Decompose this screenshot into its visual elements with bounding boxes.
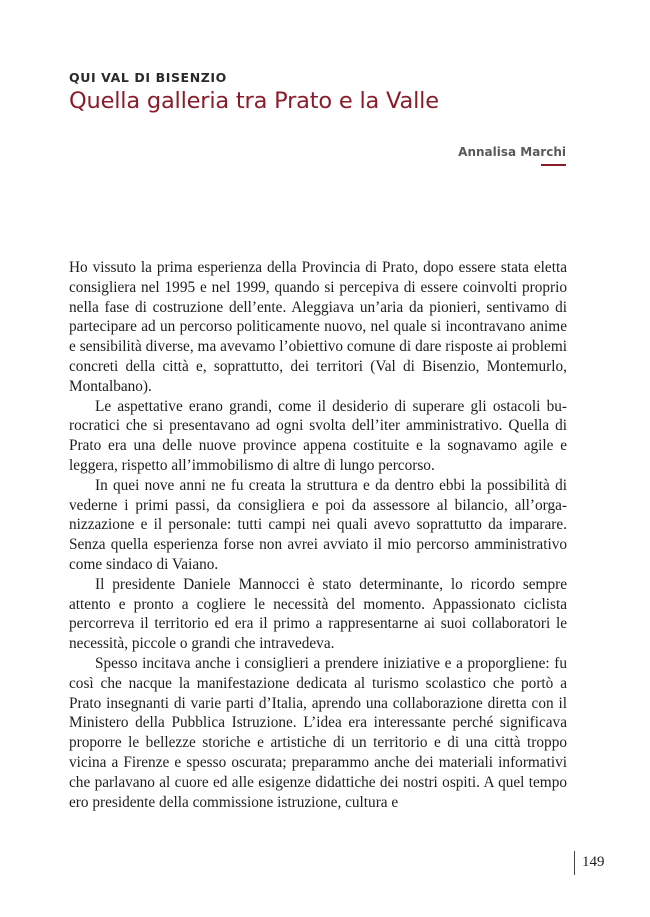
page-number-divider xyxy=(574,851,575,875)
article-body xyxy=(69,258,567,812)
page-number: 149 xyxy=(582,854,605,870)
paragraph: In quei nove anni ne fu creata la struttura e da dentro ebbi la possibilità di vederne i primi passi, da consigliera e poi da assessore al bilancio, all’organizzazione e il personale: tutti campi nei quali avevo soprattutto da imparare. Senza quella esperienza forse non avrei avviato il mio percorso amministrativo come sindaco di Vaiano. xyxy=(69,476,567,573)
paragraph: Il presidente Daniele Mannocci è stato determinante, lo ricordo sempre attento e pronto a cogliere le necessità del momento. Appassionato ciclista percorreva il territorio ed era il primo a rappresentarne ai suoi collaboratori le necessità, piccole o grandi che intravedeva. xyxy=(69,575,567,653)
author-name: Annalisa Marchi xyxy=(458,145,566,159)
paragraph: Le aspettative erano grandi, come il desiderio di superare gli ostacoli burocratici che si presentavano ad ogni svolta dell’iter amministrativo. Quella di Prato era una delle nuove province appena costituite e la sognavamo agile e leggera, rispetto all’immobilismo di altre di lungo percorso. xyxy=(69,397,567,474)
article-title: Quella galleria tra Prato e la Valle xyxy=(69,88,439,114)
section-kicker: QUI VAL DI BISENZIO xyxy=(69,70,227,85)
paragraph: Ho vissuto la prima esperienza della Provincia di Prato, dopo essere stata eletta consigliera nel 1995 e nel 1999, quando si percepiva di essere coinvolti proprio nella fase di costruzione dell’ente. Aleggiava un’aria da pionieri, sentivamo di partecipare ad un percorso politicamente nuovo, nel quale si incontravano anime e sensibilità diverse, ma avevamo l’obiettivo comune di dare risposte ai problemi concreti della città e, soprattutto, dei territori (Val di Bisenzio, Montemurlo, Montalbano). xyxy=(69,259,567,395)
paragraph: Spesso incitava anche i consiglieri a prendere iniziative e a proporgliene: fu così che nacque la manifestazione dedicata al turismo scolastico che portò a Prato insegnanti di varie parti d’Italia, aprendo una collaborazione diretta con il Ministero della Pubblica Istruzione. L’idea era interessante perché significava proporre le bellezze storiche e artistiche di un territorio e di una città troppo vicina a Firenze e spesso oscurata; preparammo anche dei materiali informativi che parlavano al cuore ed alle esigenze didattiche dei nostri ospiti. A quel tempo ero presidente della commissione istruzione, cultura e xyxy=(69,654,567,811)
author-underline xyxy=(541,164,566,166)
